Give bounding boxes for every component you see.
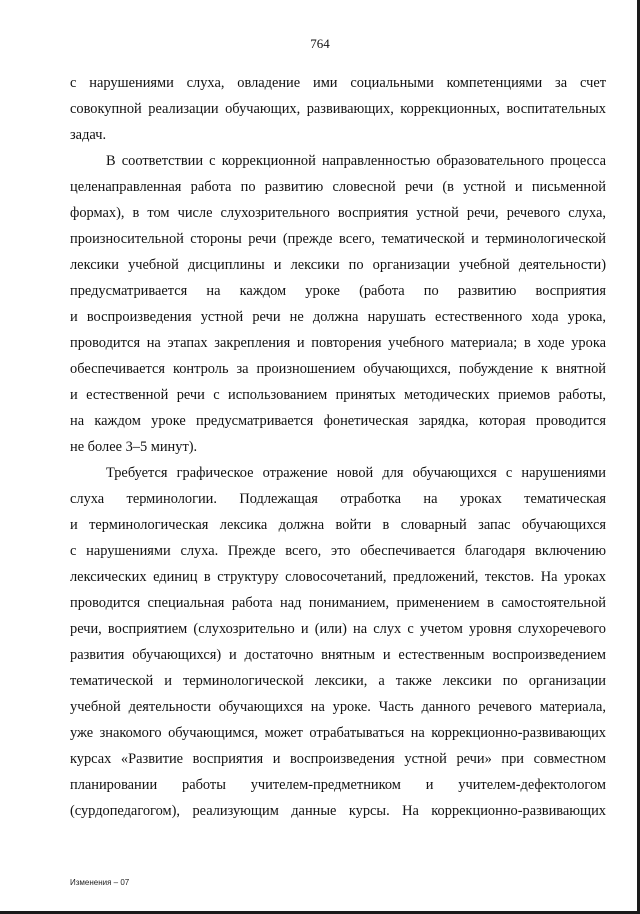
text-line: формах), в том числе слухозрительного восприятия устной речи, речевого слуха, [70, 205, 606, 221]
text-line: учебной деятельности обучающихся на уроке. Часть данного речевого материала, [70, 699, 606, 715]
document-body [70, 70, 606, 824]
text-line: лексики учебной дисциплины и лексики по организации учебной деятельности) [70, 257, 606, 273]
text-line: В соответствии с коррекционной направленностью образовательного процесса [106, 153, 606, 169]
text-line: (сурдопедагогом), реализующим данные курсы. На коррекционно-развивающих [70, 803, 606, 819]
text-line: развития обучающихся) и достаточно внятным и естественным воспроизведением [70, 647, 606, 663]
page-number: 764 [310, 36, 330, 51]
text-line: задач. [70, 127, 107, 143]
text-line: не более 3–5 минут). [70, 439, 198, 455]
text-line: с нарушениями слуха. Прежде всего, это обеспечивается благодаря включению [70, 543, 606, 559]
text-line: предусматривается на каждом уроке (работа по развитию восприятия [70, 283, 606, 299]
text-line: произносительной стороны речи (прежде всего, тематической и терминологической [70, 231, 606, 247]
footer-revision-note: Изменения – 07 [70, 878, 130, 887]
text-line: слуха терминологии. Подлежащая отработка на уроках тематическая [70, 491, 606, 507]
text-line: целенаправленная работа по развитию словесной речи (в устной и письменной [70, 179, 606, 195]
text-line: тематической и терминологической лексики, а также лексики по организации [70, 673, 606, 689]
text-line: обеспечивается контроль за произношением обучающихся, побуждение к внятной [70, 361, 606, 377]
text-line: речи, восприятием (слухозрительно и (или) на слух с учетом уровня слухоречевого [70, 621, 606, 637]
text-line: уже знакомого обучающимся, может отрабатываться на коррекционно-развивающих [70, 725, 606, 741]
text-line: и естественной речи с использованием принятых методических приемов работы, [70, 387, 606, 403]
text-line: курсах «Развитие восприятия и воспроизведения устной речи» при совместном [70, 751, 606, 767]
text-line: на каждом уроке предусматривается фонетическая зарядка, которая проводится [70, 413, 606, 429]
text-line: и терминологическая лексика должна войти в словарный запас обучающихся [70, 517, 606, 533]
text-line: планировании работы учителем-предметником и учителем-дефектологом [70, 777, 606, 793]
text-line: проводится на этапах закрепления и повторения учебного материала; в ходе урока [70, 335, 606, 351]
text-line: лексических единиц в структуру словосочетаний, предложений, текстов. На уроках [70, 569, 606, 585]
text-line: с нарушениями слуха, овладение ими социальными компетенциями за счет [70, 75, 606, 91]
text-line: и воспроизведения устной речи не должна нарушать естественного хода урока, [70, 309, 606, 325]
text-line: проводится специальная работа над пониманием, применением в самостоятельной [70, 595, 606, 611]
text-line: совокупной реализации обучающих, развивающих, коррекционных, воспитательных [70, 101, 606, 117]
text-line: Требуется графическое отражение новой для обучающихся с нарушениями [106, 465, 606, 481]
